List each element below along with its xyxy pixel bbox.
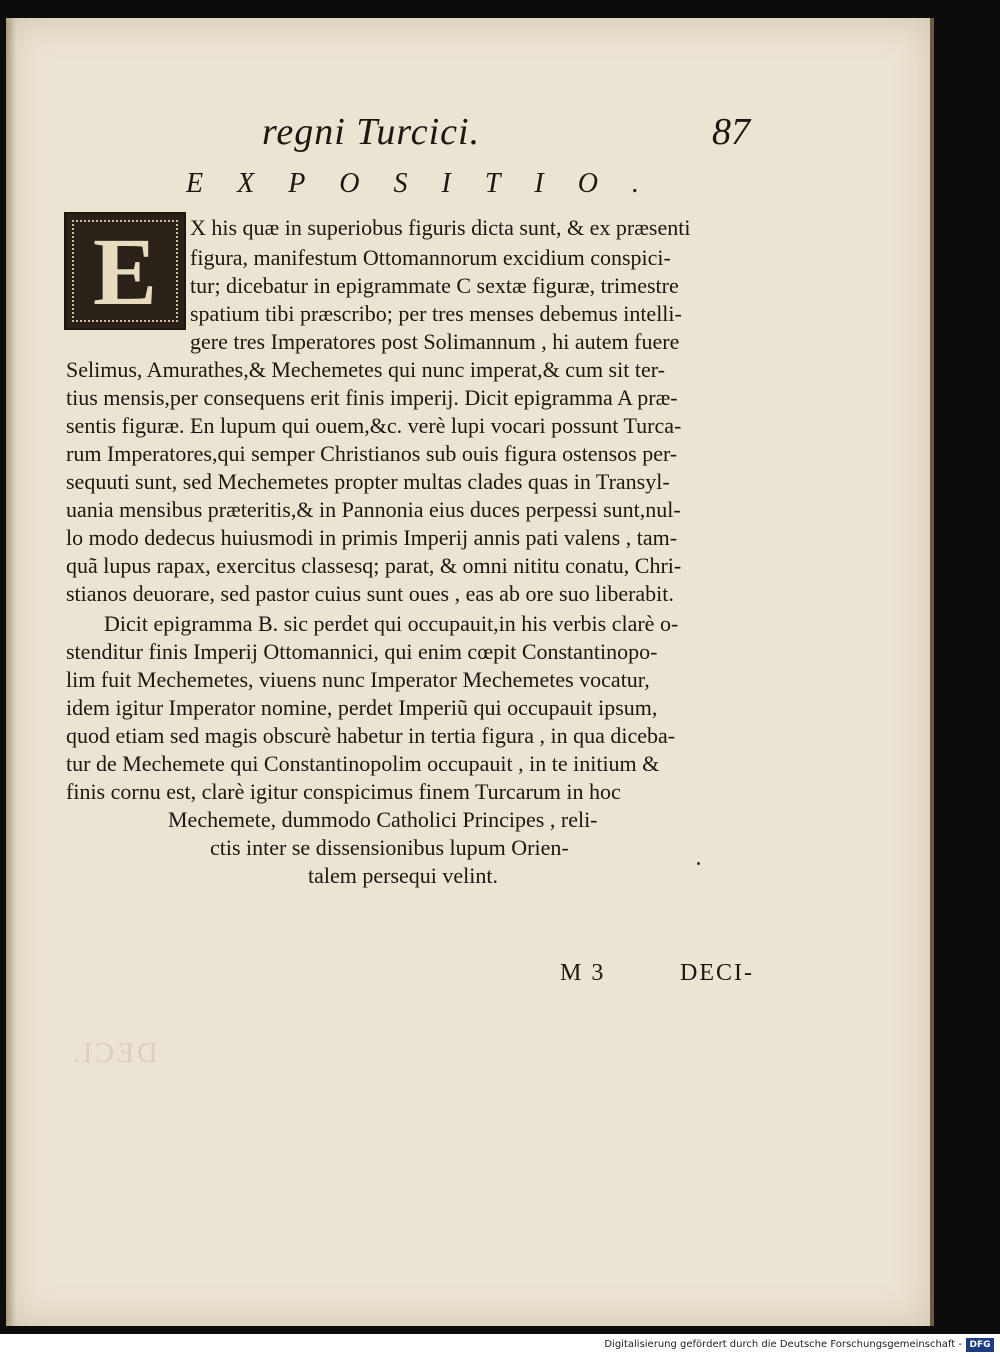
text-line: X his quæ in superiobus figuris dicta sunt, & ex præsenti <box>190 215 691 240</box>
text-line: talem persequi velint. <box>308 863 498 888</box>
text-line: Mechemete, dummodo Catholici Principes , reli- <box>168 807 598 832</box>
text-line: lim fuit Mechemetes, viuens nunc Imperator Mechemetes vocatur, <box>66 667 650 692</box>
page-gutter-shadow <box>6 18 16 1326</box>
text-line: sequuti sunt, sed Mechemetes propter multas clades quas in Transyl- <box>66 469 670 494</box>
text-line: tur; dicebatur in epigrammate C sextæ figuræ, trimestre <box>190 273 679 298</box>
page-number: 87 <box>712 111 750 153</box>
decorated-initial <box>64 212 186 330</box>
section-title: EXPOSITIO. <box>186 168 673 199</box>
text-line: quod etiam sed magis obscurè habetur in tertia figura , in qua diceba- <box>66 723 676 748</box>
text-line: ctis inter se dissensionibus lupum Orien- <box>210 835 569 860</box>
text-line: idem igitur Imperator nomine, perdet Imperiũ qui occupauit ipsum, <box>66 695 658 720</box>
running-head: regni Turcici. <box>262 111 481 153</box>
signature-mark: M 3 <box>560 960 606 986</box>
bleed-through-text: DECI. <box>70 1038 158 1069</box>
text-line: finis cornu est, clarè igitur conspicimus finem Turcarum in hoc <box>66 779 621 804</box>
text-line: figura, manifestum Ottomannorum excidium conspici- <box>190 245 671 270</box>
text-line: tur de Mechemete qui Constantinopolim occupauit , in te initium & <box>66 751 660 776</box>
text-line: quã lupus rapax, exercitus classesq; parat, & omni nititu conatu, Chri- <box>66 553 682 578</box>
text-line: stianos deuorare, sed pastor cuius sunt oues , eas ab ore suo liberabit. <box>66 581 674 606</box>
page-edge <box>930 18 934 1326</box>
text-line: Selimus, Amurathes,& Mechemetes qui nunc imperat,& cum sit ter- <box>66 357 665 382</box>
dfg-logo: DFG <box>966 1338 994 1352</box>
text-line: tius mensis,per consequens erit finis imperij. Dicit epigramma A præ- <box>66 385 678 410</box>
text-line: Dicit epigramma B. sic perdet qui occupauit,in his verbis clarè o- <box>104 611 679 636</box>
text-line: gere tres Imperatores post Solimannum , hi autem fuere <box>190 329 680 354</box>
text-line: spatium tibi præscribo; per tres menses debemus intelli- <box>190 301 682 326</box>
text-line: rum Imperatores,qui semper Christianos sub ouis figura ostensos per- <box>66 441 678 466</box>
ink-speck <box>697 862 700 865</box>
text-line: stenditur finis Imperij Ottomannici, qui enim cœpit Constantinopo- <box>66 639 658 664</box>
catchword: DECI- <box>680 960 754 986</box>
text-line: sentis figuræ. En lupum qui ouem,&c. verè lupi vocari possunt Turca- <box>66 413 682 438</box>
text-line: lo modo dedecus huiusmodi in primis Imperij annis pati valens , tam- <box>66 525 678 550</box>
initial-letter: E <box>92 217 158 325</box>
text-line: uania mensibus præteritis,& in Pannonia eius duces perpessi sunt,nul- <box>66 497 681 522</box>
funding-notice: Digitalisierung gefördert durch die Deutsche Forschungsgemeinschaft - <box>604 1339 962 1350</box>
